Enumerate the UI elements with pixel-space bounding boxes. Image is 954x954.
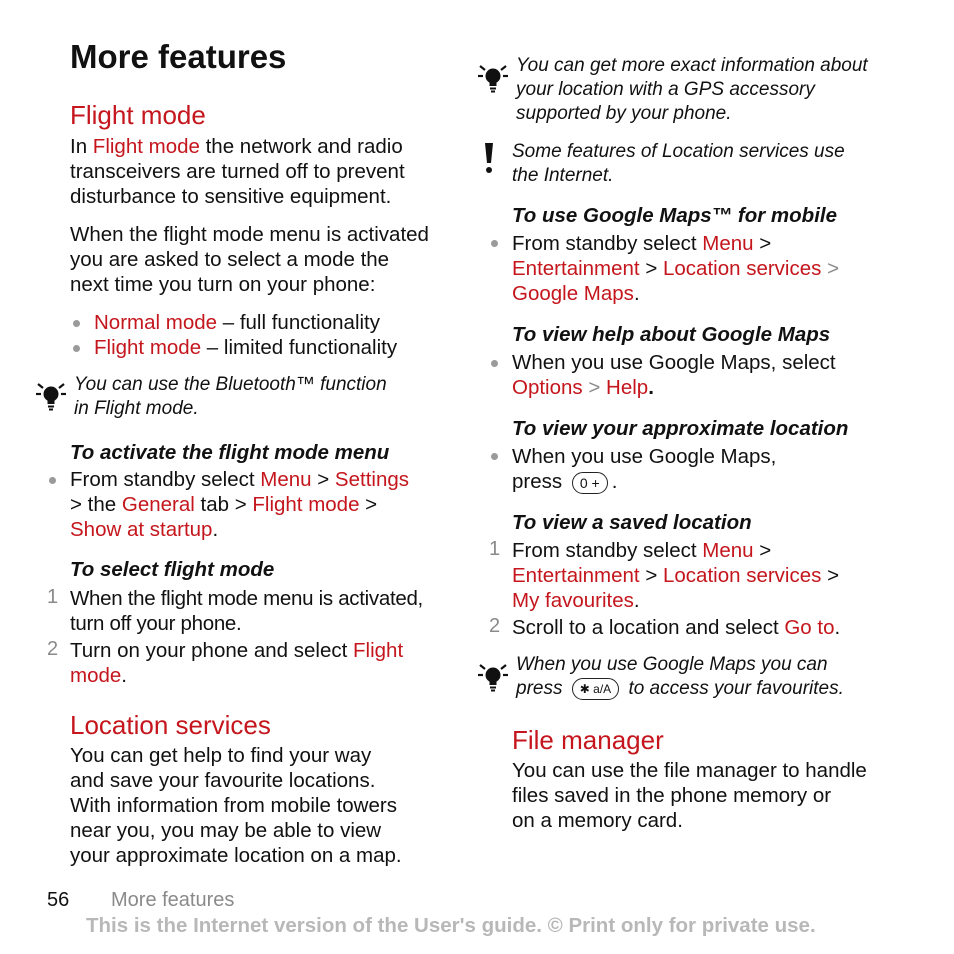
step-number: 2 — [489, 615, 501, 637]
bullet — [73, 345, 80, 352]
step-number: 1 — [47, 586, 59, 608]
file-manager-heading: File manager — [512, 725, 664, 755]
lightbulb-icon — [476, 659, 510, 693]
page-title: More features — [70, 38, 287, 75]
bluetooth-tip: You can use the Bluetooth™ function in Flight mode. — [74, 374, 387, 419]
footer-notice: This is the Internet version of the User's guide. © Print only for private use. — [86, 914, 816, 937]
approx-location-title: To view your approximate location — [512, 417, 849, 440]
activate-flight-mode-step: From standby select Menu > Settings > the General tab > Flight mode > Show at startup. — [70, 468, 409, 541]
google-maps-step: From standby select Menu > Entertainment > Location services > Google Maps. — [512, 232, 840, 305]
internet-warning: Some features of Location services use the Internet. — [512, 141, 845, 186]
select-step-2: Turn on your phone and select Flight mode. — [70, 639, 404, 687]
activate-flight-mode-title: To activate the flight mode menu — [70, 441, 390, 464]
gps-tip: You can get more exact information about your location with a GPS accessory supported by your phone. — [516, 55, 868, 124]
select-flight-mode-title: To select flight mode — [70, 558, 275, 581]
footer-section-name: More features — [111, 889, 235, 911]
exclamation-icon — [482, 141, 496, 175]
google-maps-help-title: To view help about Google Maps — [512, 323, 831, 346]
saved-location-step-1: From standby select Menu > Entertainment > Location services > My favourites. — [512, 539, 840, 612]
lightbulb-icon — [476, 60, 510, 94]
bullet — [491, 453, 498, 460]
bullet — [491, 240, 498, 247]
flight-mode-heading: Flight mode — [70, 100, 206, 130]
google-maps-help-step: When you use Google Maps, select Options > Help. — [512, 351, 836, 399]
navigation-key-icon: 0 + — [572, 472, 608, 494]
bullet — [73, 320, 80, 327]
location-services-heading: Location services — [70, 710, 271, 740]
bullet — [49, 477, 56, 484]
star-key-icon: ✱ a/A — [572, 678, 619, 700]
flight-mode-link: Flight mode — [92, 135, 200, 158]
file-manager-intro: You can use the file manager to handle files saved in the phone memory or on a memory card. — [512, 759, 867, 832]
saved-location-step-2: Scroll to a location and select Go to. — [512, 616, 841, 639]
favourites-tip: When you use Google Maps you can press ✱ a/A to access your favourites. — [516, 654, 844, 699]
step-number: 1 — [489, 538, 501, 560]
bullet — [491, 360, 498, 367]
approx-location-step: When you use Google Maps, press 0 + . — [512, 445, 777, 493]
flight-mode-intro: In Flight mode the network and radio transceivers are turned off to prevent disturbance to sensitive equipment. — [70, 135, 405, 208]
step-number: 2 — [47, 638, 59, 660]
lightbulb-icon — [34, 378, 68, 412]
flight-mode-para2: When the flight mode menu is activated you are asked to select a mode the next time you turn on your phone: — [70, 223, 429, 296]
location-services-intro: You can get help to find your way and save your favourite locations. With information from mobile towers near you, you may be able to view your approximate location on a map. — [70, 744, 402, 867]
list-item: Normal mode – full functionality — [94, 311, 380, 334]
page-number: 56 — [47, 889, 70, 911]
google-maps-title: To use Google Maps™ for mobile — [512, 204, 837, 227]
select-step-1: When the flight mode menu is activated, turn off your phone. — [70, 587, 423, 635]
list-item: Flight mode – limited functionality — [94, 336, 398, 359]
saved-location-title: To view a saved location — [512, 511, 752, 534]
